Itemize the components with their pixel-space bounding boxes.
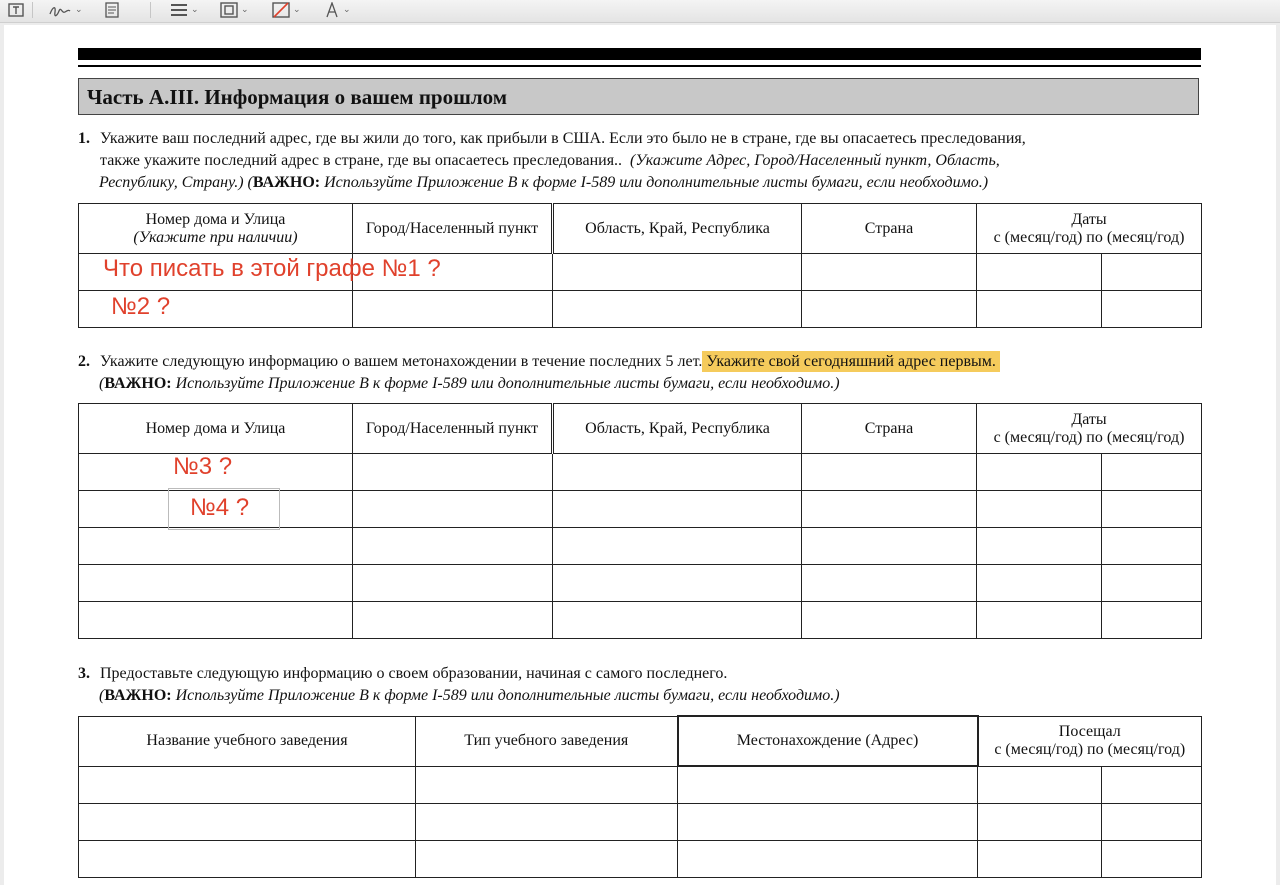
cell-city[interactable] [353,602,553,639]
cell-region[interactable] [553,454,802,491]
question-hint: (Укажите Адрес, Город/Населенный пункт, Область, [630,152,1000,169]
cell-date-from[interactable] [978,803,1102,840]
header-street: Номер дома и Улица [79,404,353,454]
cell-date-to[interactable] [1102,803,1202,840]
question-text [100,663,1210,707]
header-type: Тип учебного заведения [416,716,678,766]
chevron-down-icon: ⌄ [241,5,249,15]
question-line [99,685,1210,707]
fill-color-tool[interactable] [272,0,301,20]
header-country: Страна [802,404,977,454]
cell-date-to[interactable] [1102,840,1202,877]
cell-date-from[interactable] [978,840,1102,877]
cell-country[interactable] [802,454,977,491]
question-text-fragment: Укажите следующую информацию о вашем метонахождении в течение последних 5 лет. [100,353,703,370]
question-text [100,128,1210,194]
cell-date-from[interactable] [977,528,1102,565]
header-rule-thick [78,48,1201,60]
question-line: Укажите ваш последний адрес, где вы жили до того, как прибыли в США. Если это было не в стране, где вы опасаетесь преследования, [100,130,1026,147]
cell-city[interactable] [353,491,553,528]
important-note: Используйте Приложение B к форме I-589 или дополнительные листы бумаги, если необходимо.) [175,687,840,704]
chevron-down-icon: ⌄ [293,5,301,15]
cell-date-from[interactable] [977,565,1102,602]
cell-country[interactable] [802,254,977,291]
cell-date-to[interactable] [1102,602,1202,639]
cell-location[interactable] [678,803,978,840]
note-tool[interactable] [104,0,120,20]
header-sublabel: с (месяц/год) по (месяц/год) [993,428,1185,446]
annotation-3[interactable]: №3 ? [173,453,233,480]
question-number: 2. [78,353,90,370]
header-region: Область, Край, Республика [553,404,802,454]
cell-region[interactable] [553,528,802,565]
header-attended [978,716,1202,766]
annotation-1[interactable]: Что писать в этой графе №1 ? [103,255,441,282]
toolbar-divider [32,2,33,18]
table-row [79,766,1202,803]
cell-region[interactable] [553,291,802,328]
paren: ( [99,687,105,704]
cell-city[interactable] [353,565,553,602]
table-header-row [79,716,1202,766]
header-region: Область, Край, Республика [553,204,802,254]
border-style-tool[interactable] [220,0,249,20]
cell-date-from[interactable] [977,291,1102,328]
cell-country[interactable] [802,291,977,328]
header-city: Город/Населенный пункт [353,404,553,454]
shape-style-icon [170,2,188,18]
table-row [79,565,1202,602]
cell-date-from[interactable] [978,766,1102,803]
header-sublabel: (Укажите при наличии) [133,228,298,246]
header-sublabel: с (месяц/год) по (месяц/год) [994,741,1186,758]
annotation-2[interactable]: №2 ? [111,293,171,320]
header-street [79,204,353,254]
cell-school[interactable] [79,803,416,840]
toolbar-divider [150,2,151,18]
cell-date-from[interactable] [977,454,1102,491]
cell-date-to[interactable] [1102,565,1202,602]
table-row [79,803,1202,840]
cell-city[interactable] [353,528,553,565]
fill-color-icon [272,2,290,18]
cell-country[interactable] [802,602,977,639]
cell-date-to[interactable] [1102,254,1202,291]
header-school: Название учебного заведения [79,716,416,766]
question-number: 1. [78,130,90,147]
table-row [79,291,1202,328]
header-dates [977,204,1202,254]
cell-type[interactable] [416,803,678,840]
cell-date-to[interactable] [1102,528,1202,565]
markup-toolbar [0,0,1280,23]
cell-region[interactable] [553,602,802,639]
cell-date-from[interactable] [977,602,1102,639]
question-hint: Республику, Страну.) [99,174,244,191]
question-line: Предоставьте следующую информацию о своем образовании, начиная с самого последнего. [100,665,728,682]
education-table [78,715,1202,878]
header-country: Страна [802,204,977,254]
cell-country[interactable] [802,528,977,565]
cell-date-to[interactable] [1102,454,1202,491]
paren: ( [99,375,105,392]
important-label: ВАЖНО: [104,687,172,704]
table-row [79,454,1202,491]
question-line [100,351,1210,373]
cell-city[interactable] [353,291,553,328]
chevron-down-icon: ⌄ [343,5,351,15]
header-dates [977,404,1202,454]
cell-city[interactable] [353,454,553,491]
question-number: 3. [78,665,90,682]
cell-street[interactable] [79,602,353,639]
important-label: ВАЖНО: [104,375,172,392]
important-note: Используйте Приложение B к форме I-589 или дополнительные листы бумаги, если необходимо.) [175,375,840,392]
shape-style-tool[interactable] [170,0,199,20]
border-style-icon [220,2,238,18]
table-header-row [79,404,1202,454]
header-label: Посещал [1058,723,1121,740]
header-rule-thin [78,65,1201,67]
cell-location[interactable] [678,840,978,877]
cell-school[interactable] [79,766,416,803]
question-text [100,351,1210,395]
question-line [100,150,1210,172]
important-label: ВАЖНО: [252,174,321,191]
cell-type[interactable] [416,840,678,877]
section-title: Часть A.III. Информация о вашем прошлом [78,78,1199,115]
highlighted-text: Укажите свой сегодняшний адрес первым. [702,351,999,372]
cell-country[interactable] [802,491,977,528]
cell-date-to[interactable] [1102,491,1202,528]
signature-icon [48,2,72,18]
header-sublabel: с (месяц/год) по (месяц/год) [993,228,1185,246]
header-location: Местонахождение (Адрес) [678,716,978,766]
text-box-tool[interactable] [8,0,24,20]
cell-type[interactable] [416,766,678,803]
chevron-down-icon: ⌄ [75,5,83,15]
cell-location[interactable] [678,766,978,803]
cell-date-from[interactable] [977,254,1102,291]
font-tool[interactable] [324,0,351,20]
cell-region[interactable] [553,254,802,291]
table-header-row [79,204,1202,254]
cell-street[interactable] [79,528,353,565]
cell-date-from[interactable] [977,491,1102,528]
cell-school[interactable] [79,840,416,877]
table-row [79,602,1202,639]
question-line [99,373,1210,395]
signature-tool[interactable] [48,0,83,20]
question-text-fragment: также укажите последний адрес в стране, где вы опасаетесь преследования.. [100,152,623,169]
header-label: Даты [1071,410,1107,428]
table-row [79,840,1202,877]
note-icon [104,2,120,18]
question-line [99,172,1210,194]
paren: ( [247,174,253,191]
chevron-down-icon: ⌄ [191,5,199,15]
text-box-icon [8,2,24,18]
cell-region[interactable] [553,491,802,528]
font-icon [324,2,340,18]
header-label: Номер дома и Улица [145,210,286,228]
table-row [79,528,1202,565]
cell-region[interactable] [553,565,802,602]
important-note: Используйте Приложение B к форме I-589 или дополнительные листы бумаги, если необходимо.) [324,174,989,191]
cell-date-to[interactable] [1102,291,1202,328]
annotation-4[interactable]: №4 ? [190,494,250,521]
cell-date-to[interactable] [1102,766,1202,803]
cell-country[interactable] [802,565,977,602]
header-city: Город/Населенный пункт [353,204,553,254]
cell-street[interactable] [79,565,353,602]
header-label: Даты [1071,210,1107,228]
